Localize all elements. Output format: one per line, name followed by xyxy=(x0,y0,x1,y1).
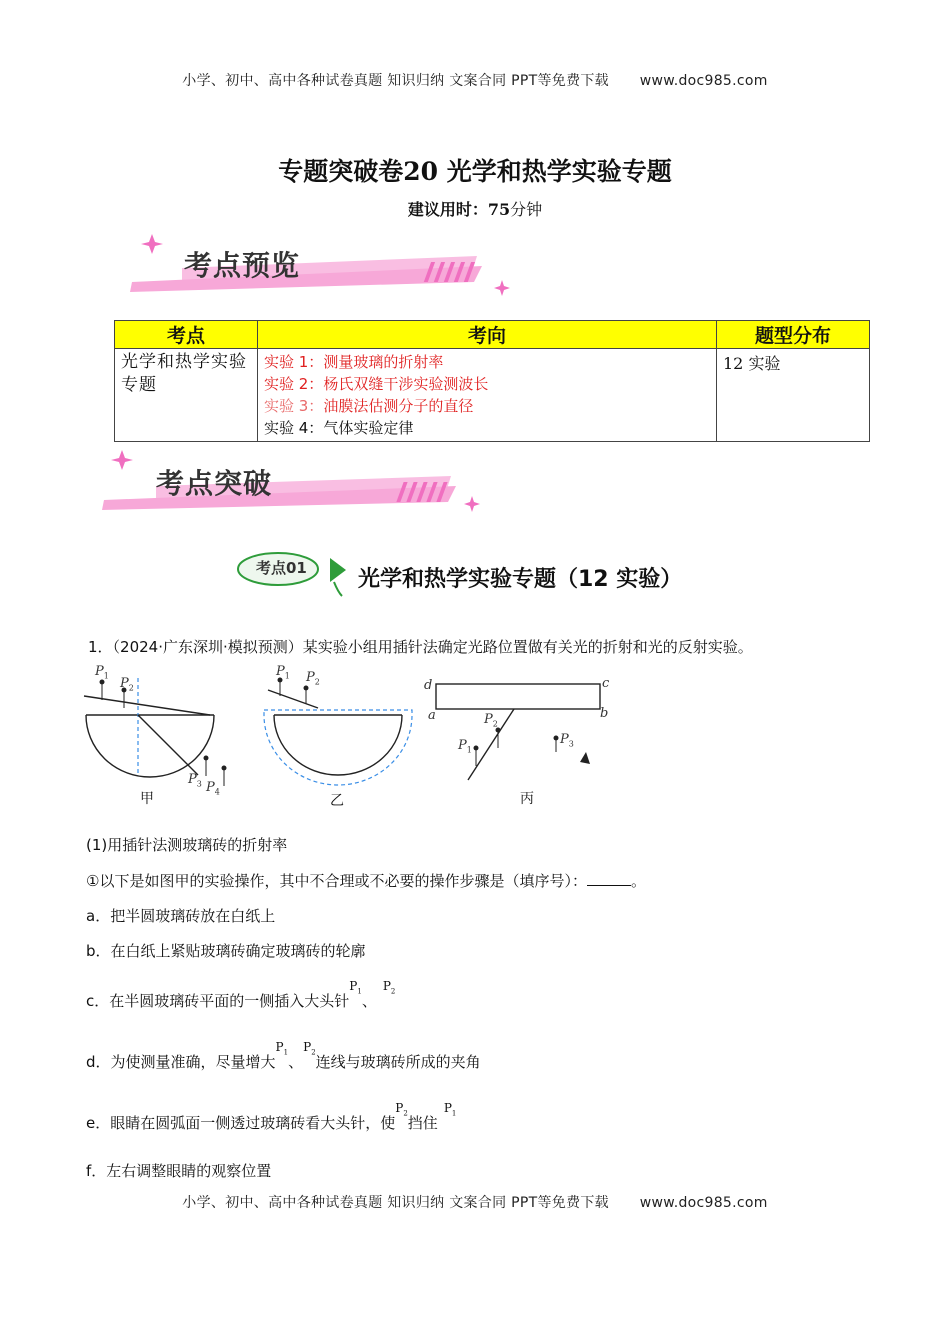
label-p4-jia: $P_4$ xyxy=(206,780,220,797)
table-cell-experiments xyxy=(258,349,717,442)
experiment-4-prefix: 实验 4： xyxy=(264,419,324,437)
option-b-text: 在白纸上紧贴玻璃砖确定玻璃砖的轮廓 xyxy=(110,942,366,960)
experiment-4-text: 气体实验定律 xyxy=(323,419,414,437)
option-e-mid: 挡住 xyxy=(407,1114,438,1132)
pin-p1: P1 xyxy=(443,1101,457,1118)
table-cell-distribution: 12 实验 xyxy=(717,349,870,442)
table-cell-topic: 光学和热学实验专题 xyxy=(115,349,258,442)
experiment-3 xyxy=(264,395,710,417)
experiment-2 xyxy=(264,373,710,395)
option-c-sep: 、 xyxy=(361,992,377,1010)
footer-text: 小学、初中、高中各种试卷真题 知识归纳 文案合同 PPT等免费下载 xyxy=(182,1195,609,1211)
table-header-direction: 考向 xyxy=(258,321,717,349)
option-b-key: b． xyxy=(86,942,111,960)
page-footer xyxy=(0,1192,950,1212)
suggested-time-label: 建议用时： xyxy=(407,200,488,219)
question-text: 某实验小组用插针法确定光路位置做有关光的折射和光的反射实验。 xyxy=(302,638,753,656)
kaodian-badge-text: 考点01 xyxy=(256,559,307,577)
label-p2-bing: $P_2$ xyxy=(484,712,498,729)
corner-c: c xyxy=(602,676,610,691)
label-p3-bing: $P_3$ xyxy=(560,732,574,749)
footer-url[interactable]: www.doc985.com xyxy=(639,1195,768,1211)
question-1 xyxy=(88,636,888,657)
part-1-heading: (1)用插针法测玻璃砖的折射率 xyxy=(86,836,288,854)
option-d xyxy=(86,1040,481,1072)
option-d-text: 为使测量准确，尽量增大 xyxy=(110,1053,276,1071)
experiment-1-text: 测量玻璃的折射率 xyxy=(323,353,444,371)
figure-jia xyxy=(84,678,227,786)
figure-bing xyxy=(436,684,600,780)
banner-breakthrough-label: 考点突破 xyxy=(156,467,273,500)
banner-decoration xyxy=(122,232,522,302)
header-text: 小学、初中、高中各种试卷真题 知识归纳 文案合同 PPT等免费下载 xyxy=(182,73,609,89)
label-p1-bing: $P_1$ xyxy=(458,738,472,755)
suggested-time-unit: 分钟 xyxy=(510,200,543,219)
experiment-3-text: 油膜法估测分子的直径 xyxy=(323,397,474,415)
pin-p1: P1 xyxy=(275,1040,289,1057)
option-a xyxy=(86,905,275,926)
kaodian-title: 光学和热学实验专题（12 实验） xyxy=(358,567,683,592)
option-c-key: c． xyxy=(86,992,110,1010)
pin-p1: P1 xyxy=(349,979,362,996)
option-e-text: 眼睛在圆弧面一侧透过玻璃砖看大头针，使 xyxy=(110,1114,396,1132)
answer-blank[interactable] xyxy=(587,871,631,886)
pin-p2: P2 xyxy=(303,1040,316,1057)
label-p1-jia: $P_1$ xyxy=(95,664,109,681)
label-p2-jia: $P_2$ xyxy=(120,676,134,693)
kaodian-badge xyxy=(234,548,354,602)
suggested-time-number: 75 xyxy=(487,200,511,219)
table-header-distribution: 题型分布 xyxy=(717,321,870,349)
question-source: （2024·广东深圳·模拟预测） xyxy=(112,638,303,656)
step-1-text: ①以下是如图甲的实验操作，其中不合理或不必要的操作步骤是（填序号）： xyxy=(86,872,587,890)
option-a-key: a． xyxy=(86,907,111,925)
pin-p2: P2 xyxy=(382,979,396,996)
option-d-sep: 、 xyxy=(288,1053,304,1071)
option-d-key: d． xyxy=(86,1053,111,1071)
option-b xyxy=(86,940,366,961)
page-title: 专题突破卷20 光学和热学实验专题 xyxy=(278,157,672,186)
section-banner-breakthrough xyxy=(96,448,496,508)
option-a-text: 把半圆玻璃砖放在白纸上 xyxy=(110,907,276,925)
option-e xyxy=(86,1101,457,1133)
experiment-2-text: 杨氏双缝干涉实验测波长 xyxy=(323,375,489,393)
label-p1-yi: $P_1$ xyxy=(276,664,290,681)
label-p2-yi: $P_2$ xyxy=(306,670,320,687)
question-number: 1． xyxy=(88,638,113,656)
figures-diagram xyxy=(80,660,640,810)
caption-bing: 丙 xyxy=(520,791,534,807)
option-f-key: f． xyxy=(86,1162,107,1180)
banner-preview-label: 考点预览 xyxy=(184,249,301,282)
pin-p2: P2 xyxy=(395,1101,408,1118)
caption-yi: 乙 xyxy=(330,793,344,809)
topic-table xyxy=(114,320,870,442)
experiment-4 xyxy=(264,417,710,439)
step-1 xyxy=(86,870,646,891)
option-f xyxy=(86,1160,271,1181)
figure-yi xyxy=(264,678,412,786)
step-1-end: 。 xyxy=(630,872,646,890)
experiment-2-prefix: 实验 2： xyxy=(264,375,324,393)
option-d-tail: 连线与玻璃砖所成的夹角 xyxy=(315,1053,481,1071)
corner-d: d xyxy=(424,678,433,693)
option-c-text: 在半圆玻璃砖平面的一侧插入大头针 xyxy=(109,992,350,1010)
experiment-1-prefix: 实验 1： xyxy=(264,353,324,371)
suggested-time xyxy=(0,197,950,220)
table-header-topic: 考点 xyxy=(115,321,258,349)
section-banner-preview xyxy=(122,232,522,292)
header-url[interactable]: www.doc985.com xyxy=(639,73,768,89)
corner-a: a xyxy=(428,708,436,723)
option-e-key: e． xyxy=(86,1114,111,1132)
experiment-3-prefix: 实验 3： xyxy=(264,397,324,415)
option-c xyxy=(86,979,396,1011)
experiment-1 xyxy=(264,351,710,373)
label-p3-jia: $P_3$ xyxy=(188,772,202,789)
corner-b: b xyxy=(600,706,609,721)
page-header xyxy=(0,70,950,90)
option-f-text: 左右调整眼睛的观察位置 xyxy=(106,1162,272,1180)
caption-jia: 甲 xyxy=(140,791,154,807)
